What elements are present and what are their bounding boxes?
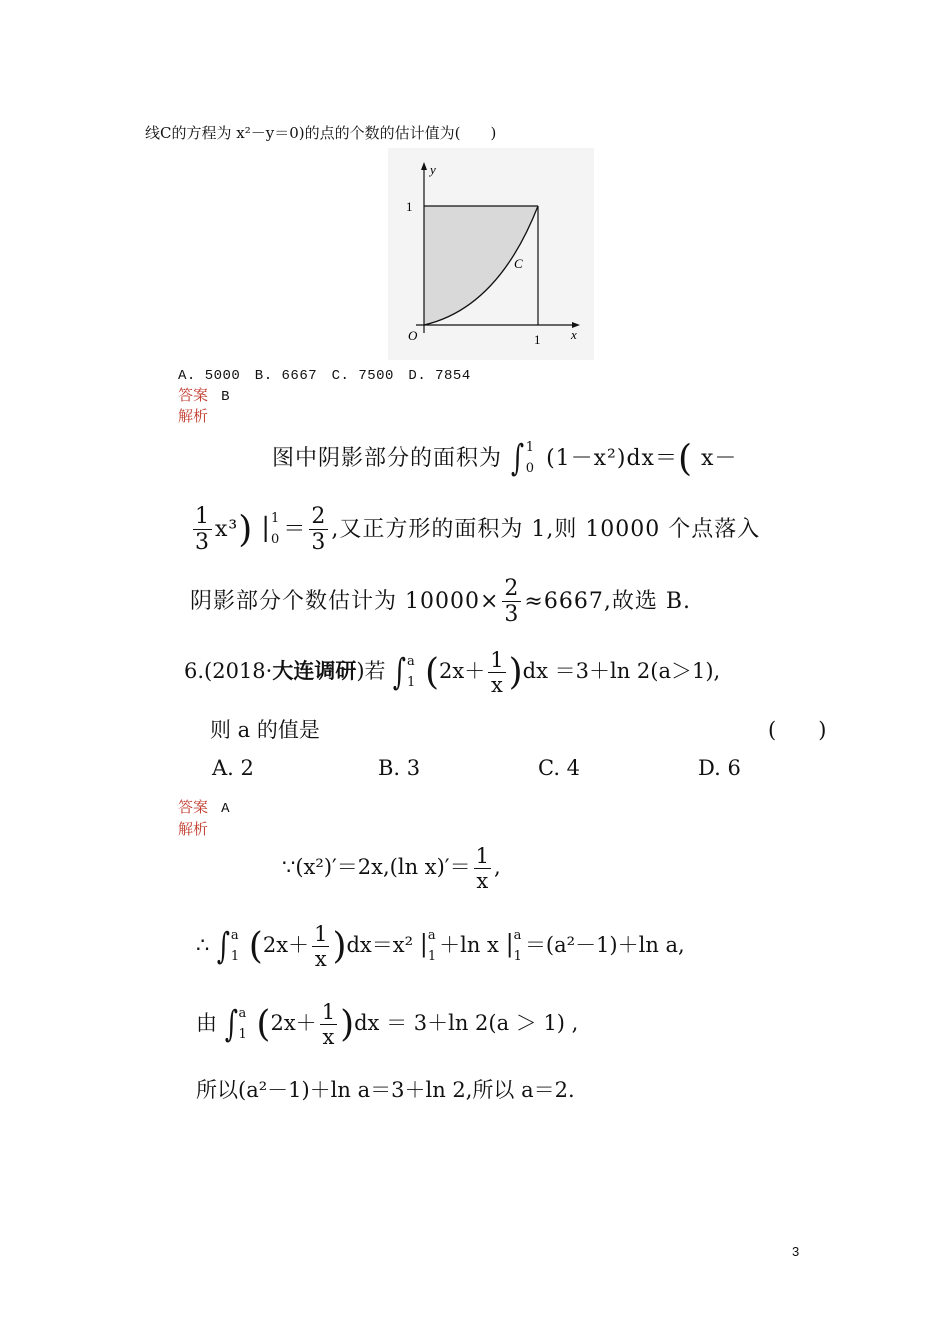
origin-label: O (408, 328, 418, 343)
question5-stem-tail: 线C的方程为 x²－y＝0)的点的个数的估计值为( ) (145, 124, 497, 142)
question6-line2: 则 a 的值是 (210, 718, 320, 742)
option-b: B. 3 (378, 756, 421, 780)
q6-solution-line4: 所以(a²－1)＋ln a＝3＋ln 2,所以 a＝2. (196, 1078, 575, 1102)
square-curve-figure (388, 148, 594, 360)
question6-stem: 6.(2018·大连调研)若 ∫ a 1 (2x＋ $\frac{1}{x}$ )dx ＝3＋ln 2(a＞1), (184, 648, 721, 698)
question6-bracket: ( ) (768, 718, 827, 742)
answer-value: A (221, 801, 231, 817)
question5-options: A. 5000 B. 6667 C. 7500 D. 7854 (178, 368, 471, 384)
question5-answer (178, 384, 230, 405)
option-d: D. 6 (698, 756, 741, 780)
answer-label: 答案 (178, 386, 209, 404)
x-label: x (571, 327, 577, 342)
q6-solution-line3: 由 ∫ a 1 (2x＋ $\frac{1}{x}$ )dx ＝ 3＋ln 2(a ＞ 1) , (196, 1000, 579, 1050)
tick-y-label: 1 (406, 199, 413, 214)
page-number: 3 (792, 1244, 800, 1259)
y-label: y (430, 162, 436, 177)
answer-label: 答案 (178, 798, 209, 816)
option-a: A. 2 (212, 756, 254, 780)
question6-answer (178, 796, 230, 817)
q5-solution-line2: $\frac{1}{3}$ x³) | 1 0 ＝ $\frac{2}{3}$ ,又正方形的面积为 1,则 10000 个点落入 (195, 504, 761, 556)
q5-solution-line3: 阴影部分个数估计为 10000× $\frac{2}{3}$ ≈6667,故选 B. (190, 576, 691, 628)
q6-solution-line1: ∵(x²)′＝2x,(ln x)′＝ $\frac{1}{x}$ , (282, 844, 501, 894)
question5-analysis-label: 解析 (178, 407, 209, 425)
q5-solution-line1: 图中阴影部分的面积为 ∫ 1 0 (1－x²)dx＝( x－ (272, 438, 738, 480)
answer-value: B (221, 389, 231, 405)
curve-label: C (514, 256, 523, 271)
q6-solution-line2: ∴ ∫ a 1 (2x＋ $\frac{1}{x}$ )dx＝x² | a 1 ＋ln x | a 1 ＝(a²－1)＋ln a, (196, 922, 685, 972)
question6-analysis-label: 解析 (178, 820, 209, 838)
option-c: C. 4 (538, 756, 581, 780)
tick-x-label: 1 (534, 332, 541, 347)
